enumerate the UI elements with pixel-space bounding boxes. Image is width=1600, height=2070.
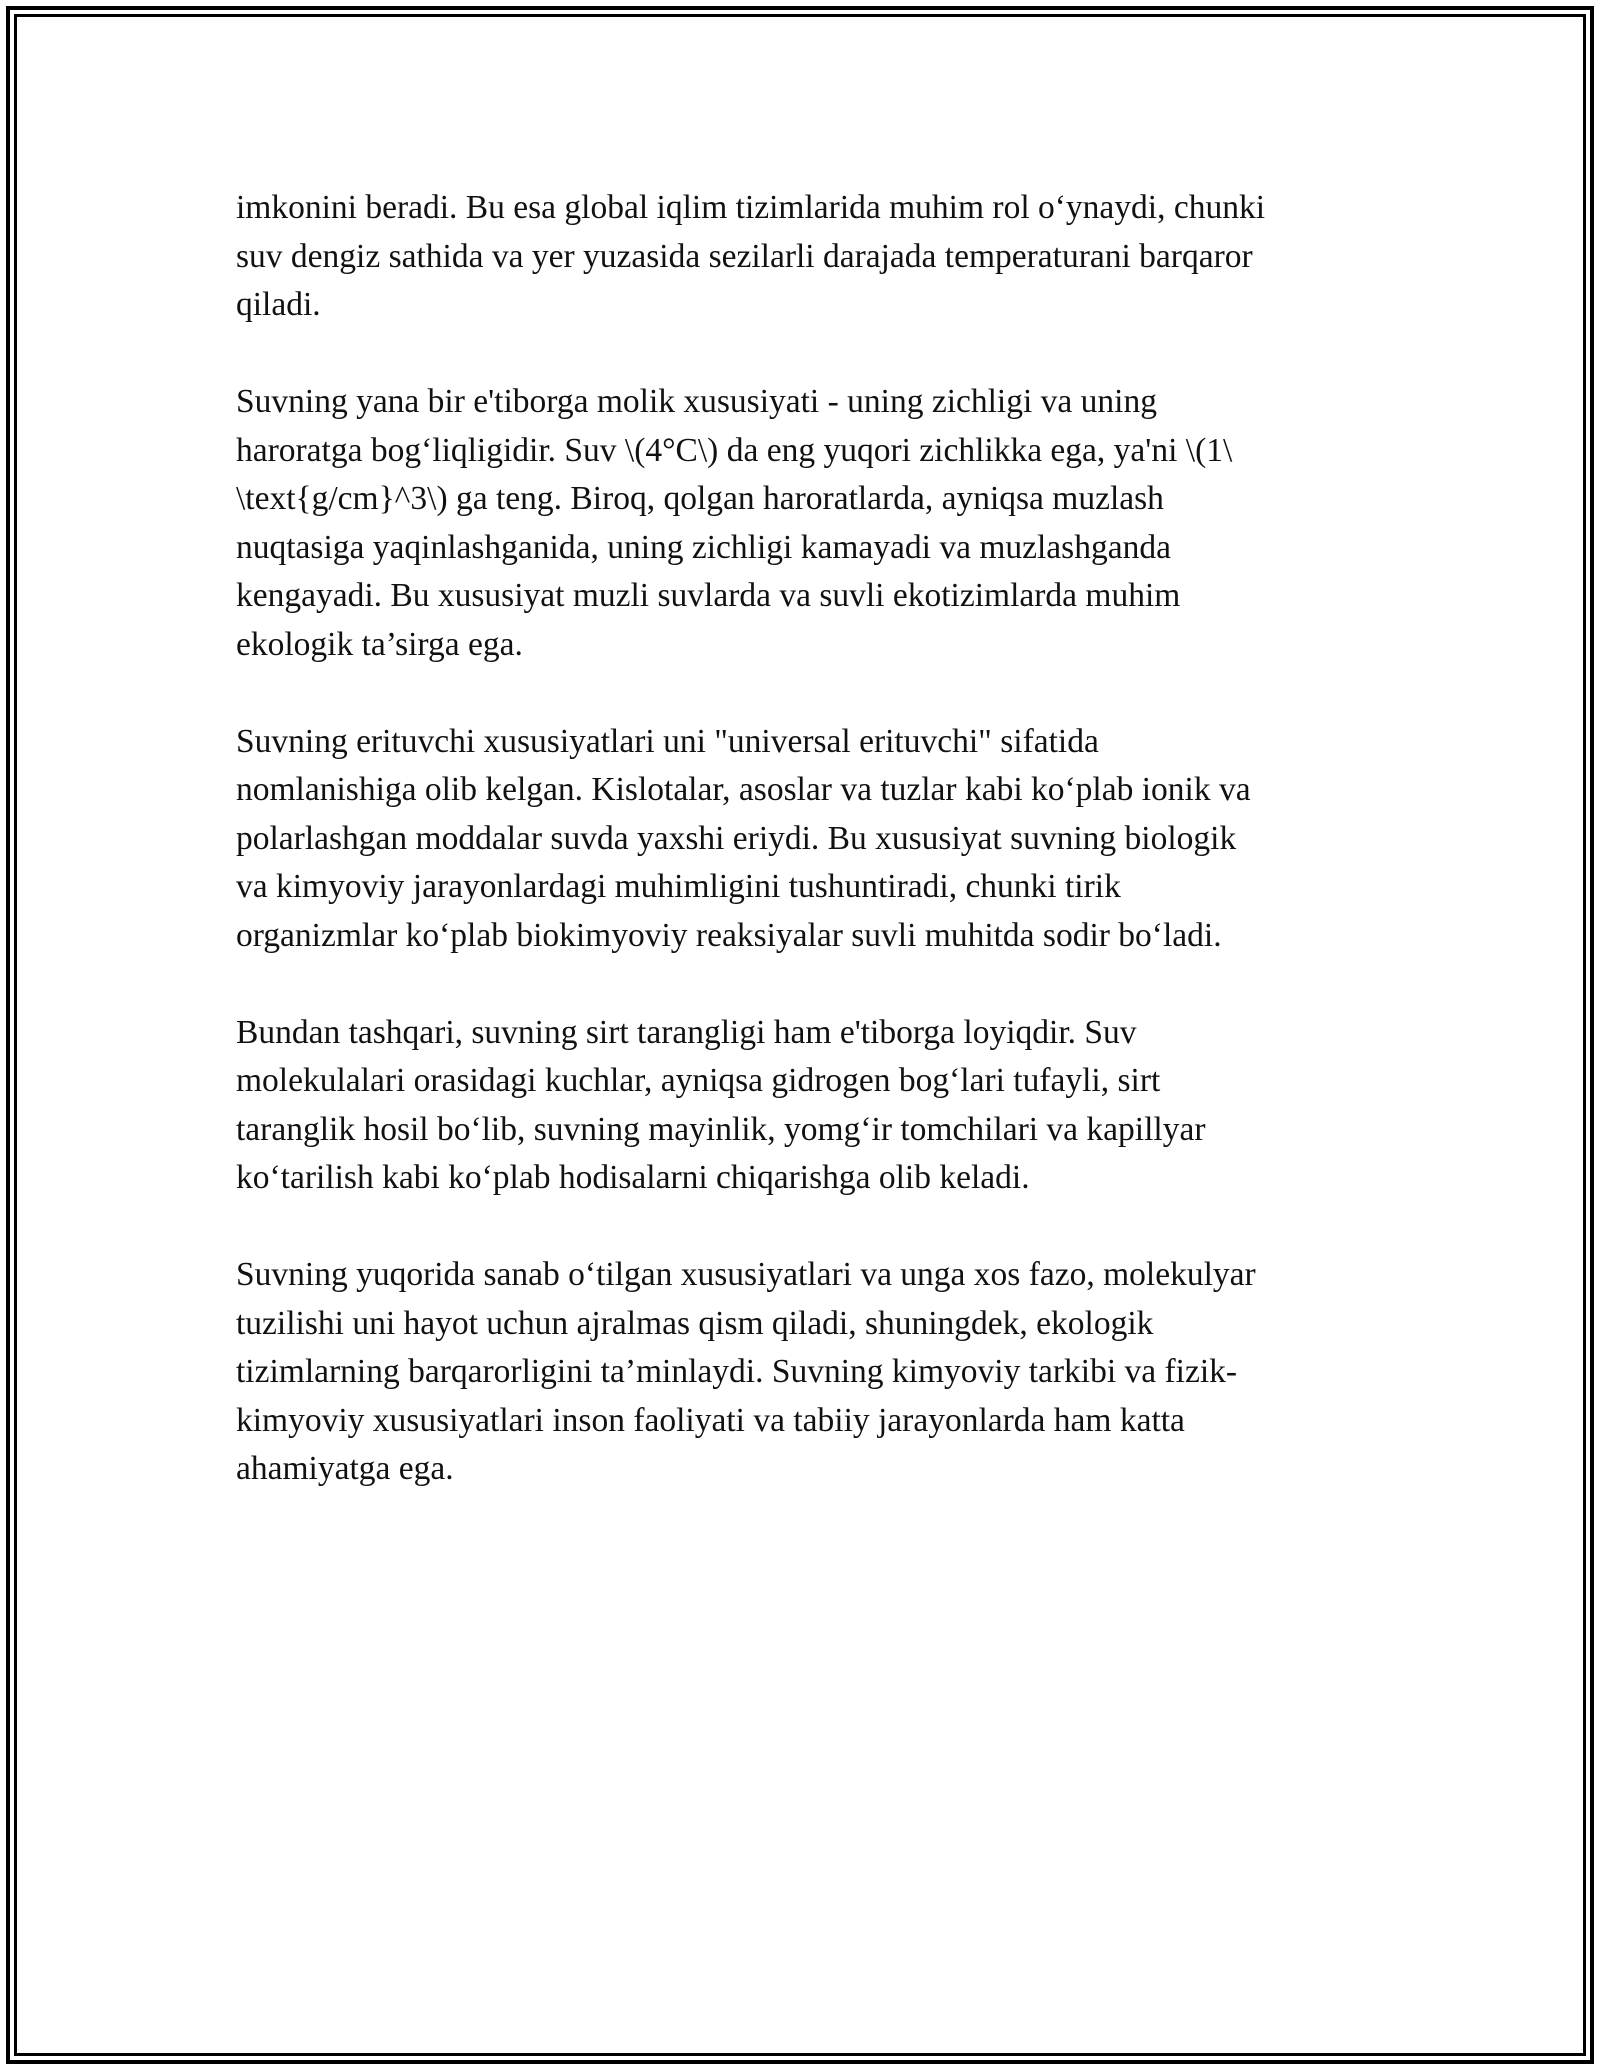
document-body bbox=[236, 184, 1376, 1542]
text-line: polarlashgan moddalar suvda yaxshi eriydi. Bu xususiyat suvning biologik bbox=[236, 819, 1237, 857]
text-line: tuzilishi uni hayot uchun ajralmas qism qiladi, shuningdek, ekologik bbox=[236, 1304, 1154, 1342]
text-line: Suvning yuqorida sanab o‘tilgan xususiyatlari va unga xos fazo, molekulyar bbox=[236, 1256, 1256, 1293]
text-line: Bundan tashqari, suvning sirt tarangligi ham e'tiborga loyiqdir. Suv bbox=[236, 1013, 1137, 1051]
text-line: qiladi. bbox=[236, 286, 321, 323]
text-line: taranglik hosil bo‘lib, suvning mayinlik, yomg‘ir tomchilari va kapillyar bbox=[236, 1110, 1206, 1148]
text-line: imkonini beradi. Bu esa global iqlim tizimlarida muhim rol o‘ynaydi, chunki bbox=[236, 189, 1266, 226]
text-line: Suvning erituvchi xususiyatlari uni "universal erituvchi" sifatida bbox=[236, 722, 1099, 760]
text-line: organizmlar ko‘plab biokimyoviy reaksiyalar suvli muhitda sodir bo‘ladi. bbox=[236, 916, 1222, 954]
text-line: haroratga bog‘liqligidir. Suv \(4°C\) da eng yuqori zichlikka ega, ya'ni \(1\ bbox=[236, 431, 1233, 469]
text-line: va kimyoviy jarayonlardagi muhimligini tushuntiradi, chunki tirik bbox=[236, 868, 1121, 905]
text-line: kimyoviy xususiyatlari inson faoliyati va tabiiy jarayonlarda ham katta bbox=[236, 1401, 1185, 1439]
text-line: \text{g/cm}^3\) ga teng. Biroq, qolgan haroratlarda, ayniqsa muzlash bbox=[236, 480, 1164, 517]
text-line: kengayadi. Bu xususiyat muzli suvlarda va suvli ekotizimlarda muhim bbox=[236, 577, 1181, 614]
text-line: Suvning yana bir e'tiborga molik xususiyati - uning zichligi va uning bbox=[236, 383, 1157, 420]
paragraph-1 bbox=[236, 184, 1376, 330]
text-line: tizimlarning barqarorligini ta’minlaydi. Suvning kimyoviy tarkibi va fizik- bbox=[236, 1353, 1238, 1390]
paragraph-5 bbox=[236, 1251, 1376, 1494]
paragraph-4 bbox=[236, 1009, 1376, 1203]
text-line: nuqtasiga yaqinlashganida, uning zichligi kamayadi va muzlashganda bbox=[236, 528, 1171, 566]
text-line: nomlanishiga olib kelgan. Kislotalar, asoslar va tuzlar kabi ko‘plab ionik va bbox=[236, 771, 1251, 808]
text-line: suv dengiz sathida va yer yuzasida sezilarli darajada temperaturani barqaror bbox=[236, 237, 1253, 275]
text-line: ekologik ta’sirga ega. bbox=[236, 625, 523, 663]
paragraph-2 bbox=[236, 378, 1376, 669]
paragraph-3 bbox=[236, 718, 1376, 961]
text-line: ahamiyatga ega. bbox=[236, 1450, 454, 1487]
text-line: molekulalari orasidagi kuchlar, ayniqsa gidrogen bog‘lari tufayli, sirt bbox=[236, 1062, 1161, 1099]
text-line: ko‘tarilish kabi ko‘plab hodisalarni chiqarishga olib keladi. bbox=[236, 1159, 1030, 1196]
